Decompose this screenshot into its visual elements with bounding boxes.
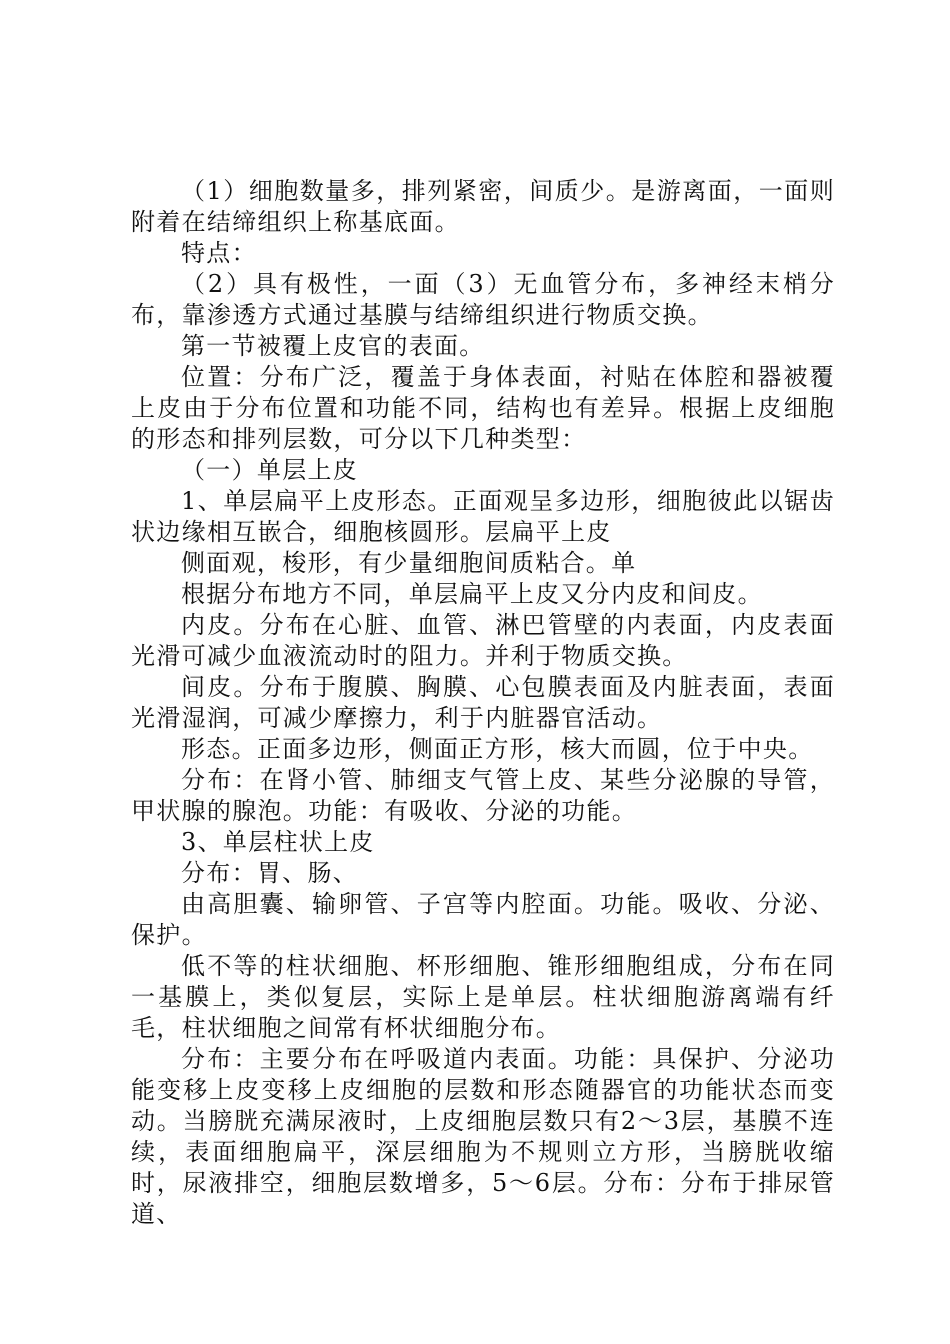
paragraph: 3、单层柱状上皮 [181,828,375,856]
paragraph: （1）细胞数量多，排列紧密，间质少。是游离面，一面则附着在结缔组织上称基底面。 [131,177,835,236]
paragraph: 低不等的柱状细胞、杯形细胞、锥形细胞组成，分布在同一基膜上，类似复层，实际上是单层。柱状细胞游离端有纤毛，柱状细胞之间常有杯状细胞分布。 [131,952,835,1042]
paragraph: 位置：分布广泛，覆盖于身体表面，衬贴在体腔和器被覆上皮由于分布位置和功能不同，结构也有差异。根据上皮细胞的形态和排列层数，可分以下几种类型： [131,363,835,453]
document-body [131,176,835,1230]
paragraph: 分布：在肾小管、肺细支气管上皮、某些分泌腺的导管，甲状腺的腺泡。功能：有吸收、分泌的功能。 [131,766,835,825]
paragraph: 内皮。分布在心脏、血管、淋巴管壁的内表面，内皮表面光滑可减少血液流动时的阻力。并利于物质交换。 [131,611,835,670]
paragraph: 第一节被覆上皮官的表面。 [181,332,485,360]
paragraph: （2）具有极性，一面（3）无血管分布，多神经末梢分布，靠渗透方式通过基膜与结缔组织进行物质交换。 [131,270,835,329]
paragraph: 根据分布地方不同，单层扁平上皮又分内皮和间皮。 [181,580,763,608]
paragraph: 1、单层扁平上皮形态。正面观呈多边形，细胞彼此以锯齿状边缘相互嵌合，细胞核圆形。层扁平上皮 [131,487,835,546]
paragraph: 特点： [181,239,257,267]
paragraph: （一）单层上皮 [181,456,359,484]
paragraph: 间皮。分布于腹膜、胸膜、心包膜表面及内脏表面，表面光滑湿润，可减少摩擦力，利于内脏器官活动。 [131,673,835,732]
paragraph: 侧面观，梭形，有少量细胞间质粘合。单 [181,549,637,577]
paragraph: 形态。正面多边形，侧面正方形，核大而圆，位于中央。 [181,735,814,763]
paragraph: 分布：主要分布在呼吸道内表面。功能：具保护、分泌功能变移上皮变移上皮细胞的层数和形态随器官的功能状态而变动。当膀胱充满尿液时，上皮细胞层数只有2～3层，基膜不连续，表面细胞扁平，深层细胞为不规则立方形，当膀胱收缩时，尿液排空，细胞层数增多，5～6层。分布：分布于排尿管道、 [131,1045,835,1228]
paragraph: 由高胆囊、输卵管、子宫等内腔面。功能。吸收、分泌、保护。 [131,890,835,949]
paragraph: 分布：胃、肠、 [181,859,359,887]
